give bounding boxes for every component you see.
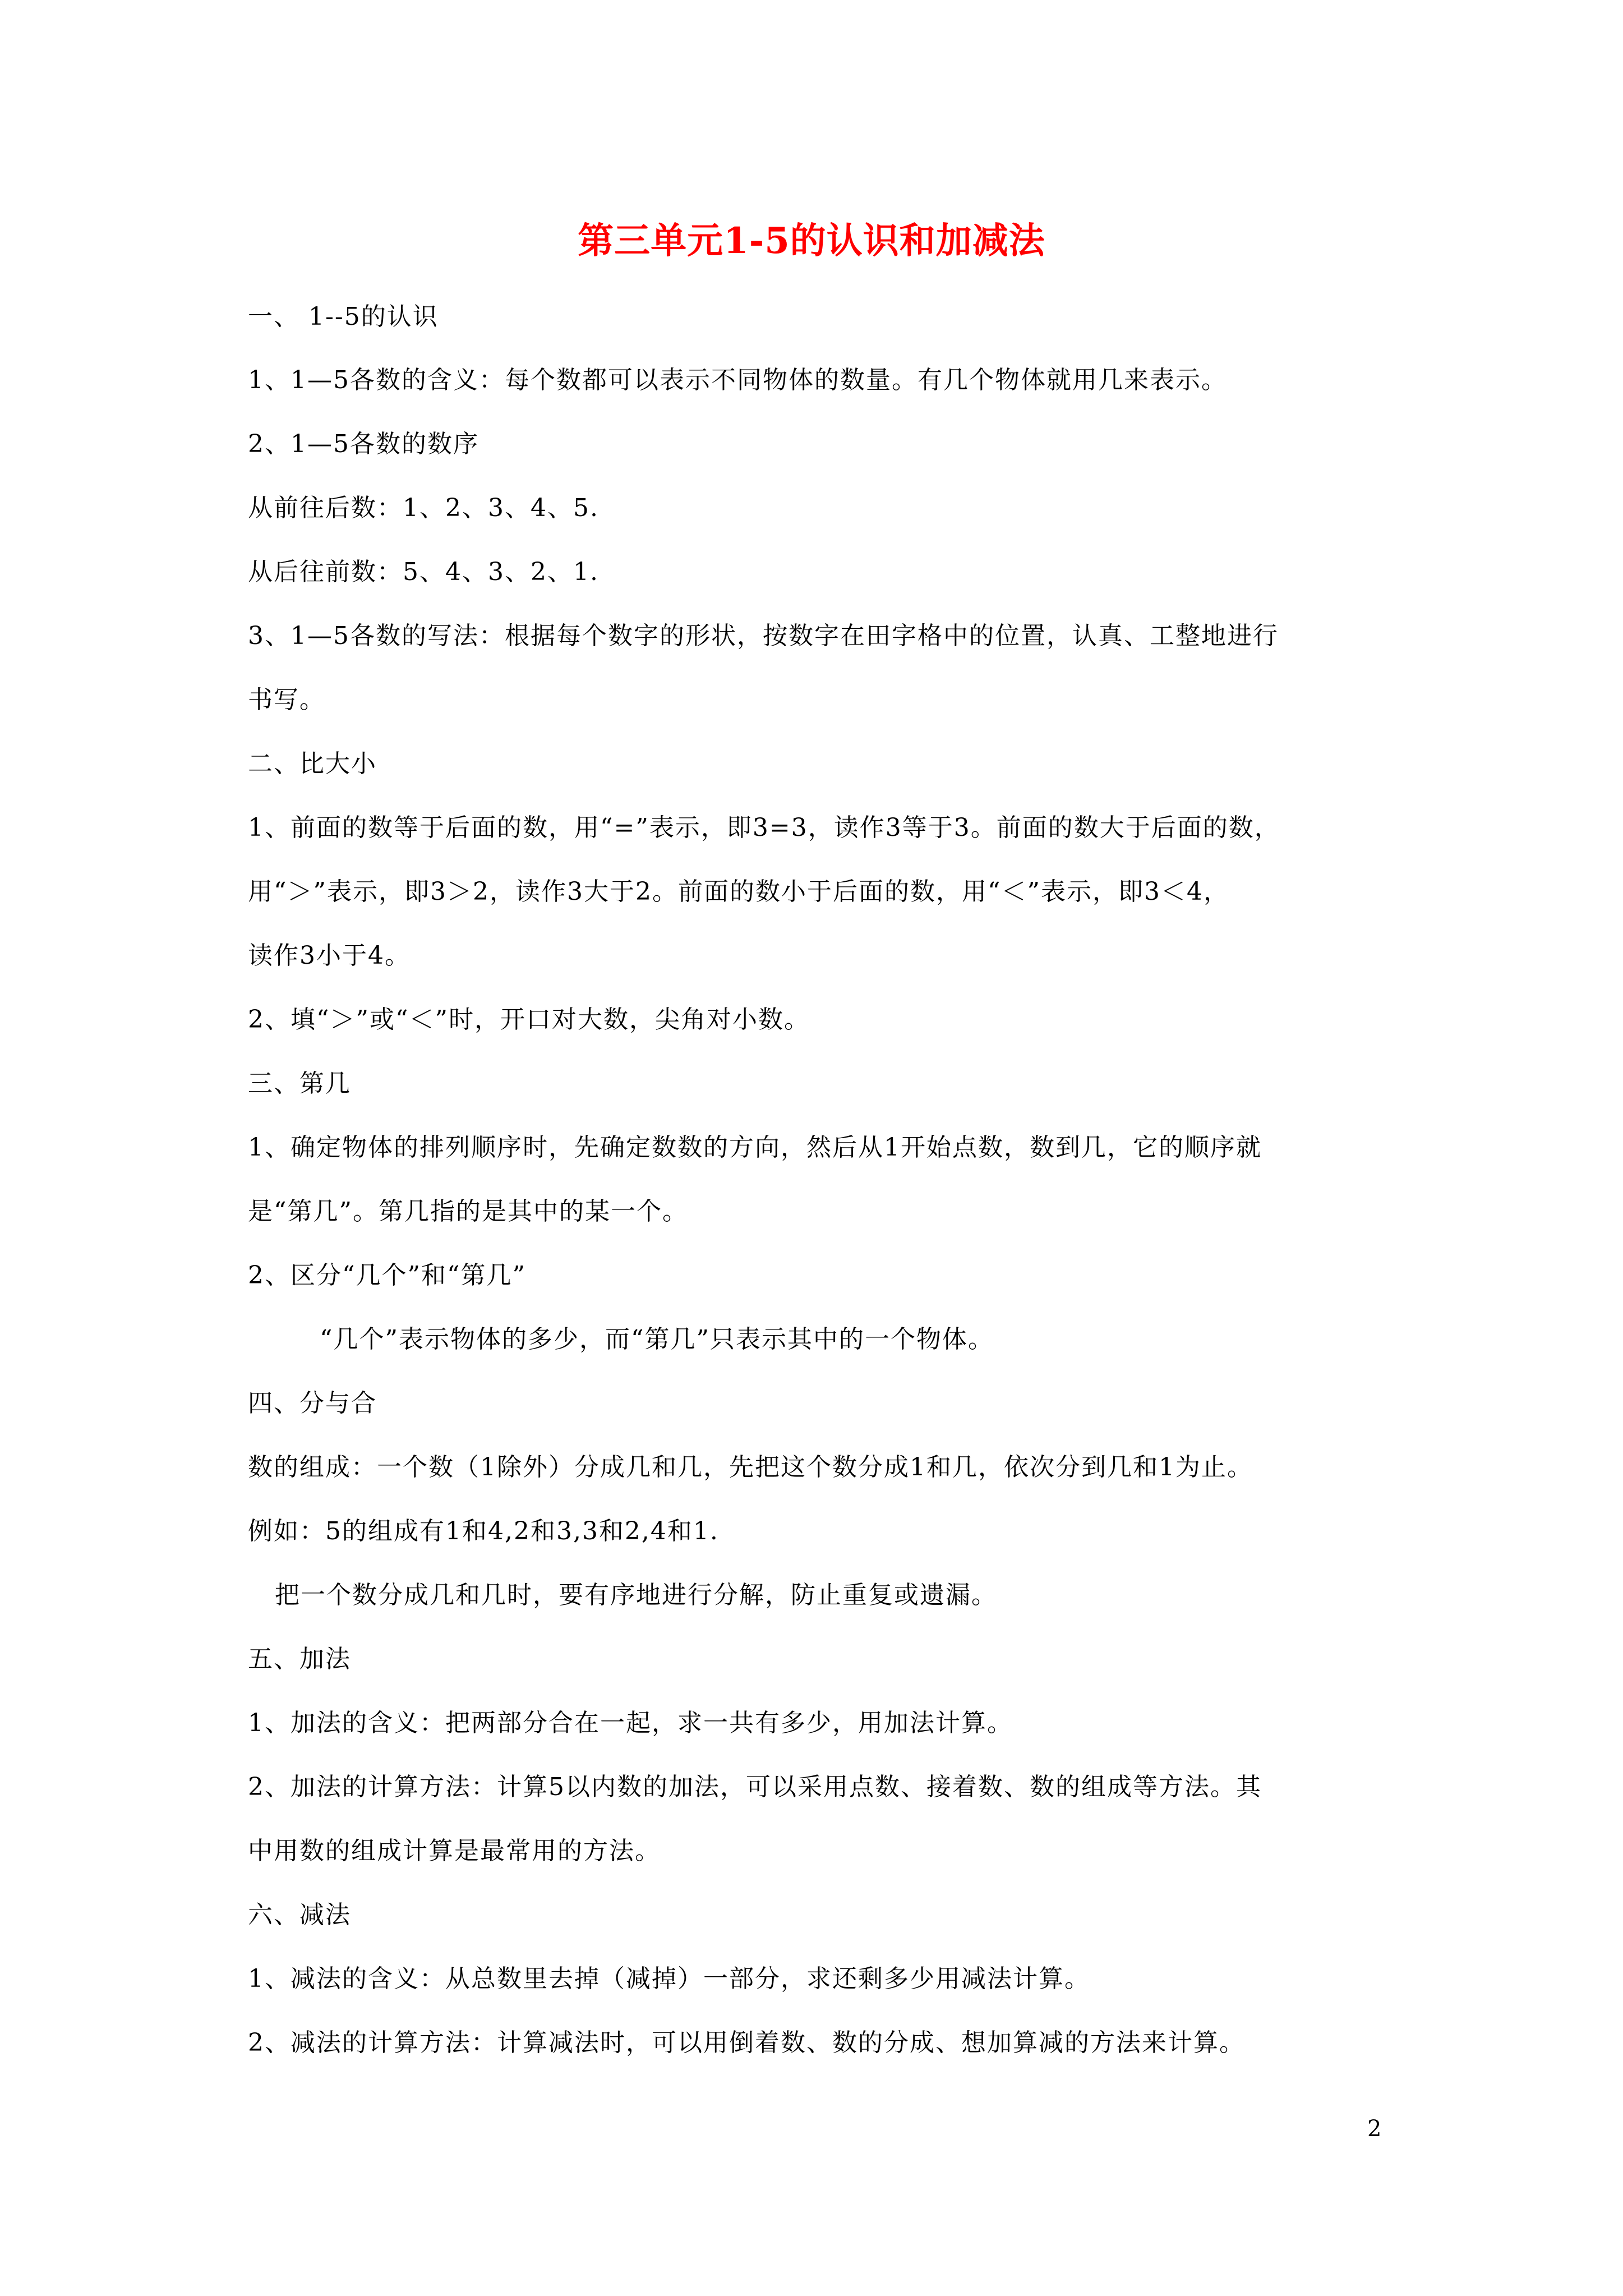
paragraph-line: 数的组成：一个数（1除外）分成几和几，先把这个数分成1和几，依次分到几和1为止。 <box>248 1453 1253 1481</box>
paragraph-line: 2、加法的计算方法：计算5以内数的加法，可以采用点数、接着数、数的组成等方法。其 <box>248 1773 1262 1801</box>
paragraph-line: 2、填“＞”或“＜”时，开口对大数，尖角对小数。 <box>248 1005 810 1034</box>
paragraph-line: 是“第几”。第几指的是其中的某一个。 <box>248 1197 688 1226</box>
section-heading-6: 六、减法 <box>248 1901 351 1929</box>
paragraph-line: 读作3小于4。 <box>248 941 411 970</box>
section-heading-1: 一、 1--5的认识 <box>248 302 439 331</box>
paragraph-line: 1、减法的含义：从总数里去掉（减掉）一部分，求还剩多少用减法计算。 <box>248 1964 1090 1993</box>
paragraph-line: 2、区分“几个”和“第几” <box>248 1261 526 1290</box>
paragraph-line: 中用数的组成计算是最常用的方法。 <box>248 1837 661 1865</box>
section-heading-4: 四、分与合 <box>248 1389 377 1418</box>
paragraph-line: “几个”表示物体的多少，而“第几”只表示其中的一个物体。 <box>320 1325 994 1354</box>
paragraph-line: 1、加法的含义：把两部分合在一起，求一共有多少，用加法计算。 <box>248 1709 1013 1737</box>
page-title: 第三单元1-5的认识和加减法 <box>578 220 1045 262</box>
paragraph-line: 1、1—5各数的含义：每个数都可以表示不同物体的数量。有几个物体就用几来表示。 <box>248 366 1227 394</box>
paragraph-line: 从后往前数：5、4、3、2、1. <box>248 558 599 586</box>
paragraph-line: 1、前面的数等于后面的数，用“=”表示，即3=3，读作3等于3。前面的数大于后面的数， <box>248 813 1280 842</box>
section-heading-2: 二、比大小 <box>248 749 377 778</box>
paragraph-line: 书写。 <box>248 685 325 714</box>
section-heading-3: 三、第几 <box>248 1069 351 1098</box>
paragraph-line: 1、确定物体的排列顺序时，先确定数数的方向，然后从1开始点数，数到几，它的顺序就 <box>248 1133 1262 1162</box>
paragraph-line: 从前往后数：1、2、3、4、5. <box>248 494 599 522</box>
page-number: 2 <box>1367 2116 1382 2142</box>
paragraph-line: 2、1—5各数的数序 <box>248 430 479 458</box>
paragraph-line: 2、减法的计算方法：计算减法时，可以用倒着数、数的分成、想加算减的方法来计算。 <box>248 2028 1245 2057</box>
paragraph-line: 例如：5的组成有1和4,2和3,3和2,4和1. <box>248 1517 719 1545</box>
paragraph-line: 用“＞”表示，即3＞2，读作3大于2。前面的数小于后面的数，用“＜”表示，即3＜4， <box>248 877 1229 906</box>
section-heading-5: 五、加法 <box>248 1645 351 1673</box>
paragraph-line: 3、1—5各数的写法：根据每个数字的形状，按数字在田字格中的位置，认真、工整地进行 <box>248 622 1279 650</box>
paragraph-line: 把一个数分成几和几时，要有序地进行分解，防止重复或遗漏。 <box>275 1581 997 1609</box>
